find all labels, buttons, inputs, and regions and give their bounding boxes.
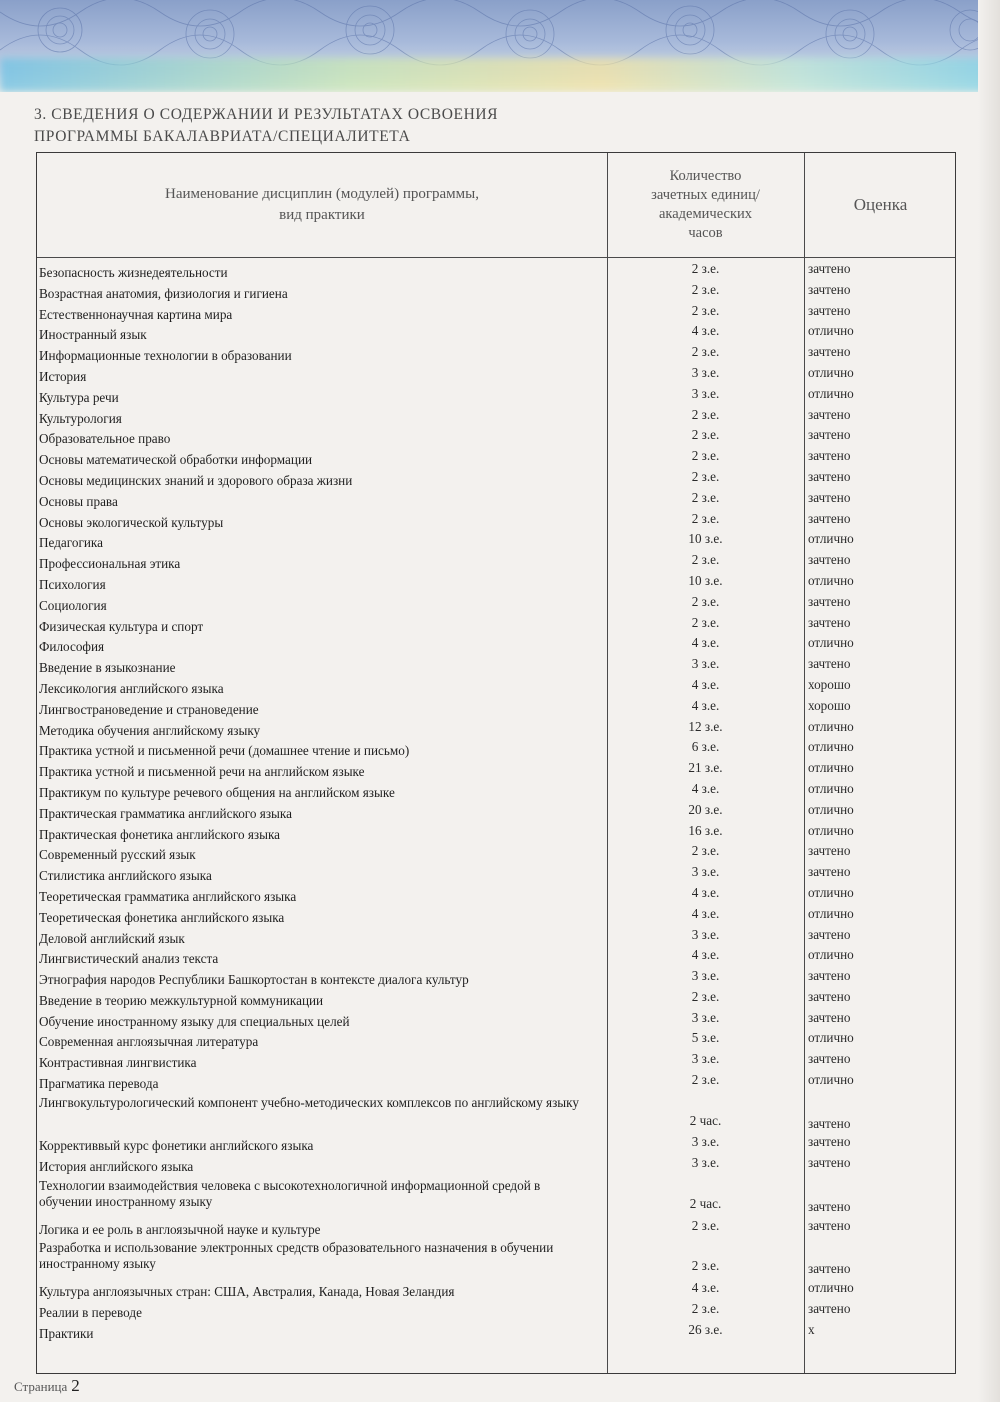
grade-value: отлично: [808, 739, 854, 755]
discipline-name: Основы экологической культуры: [39, 514, 224, 530]
table-row: [37, 365, 957, 386]
table-row: [37, 1280, 957, 1301]
grade-value: зачтено: [808, 489, 851, 505]
credits-value: 5 з.е.: [691, 1030, 720, 1046]
table-row: [37, 511, 957, 532]
discipline-name: Образовательное право: [39, 431, 171, 447]
credits-value: 2 з.е.: [691, 261, 720, 276]
discipline-name: Введение в теорию межкультурной коммуникации: [39, 992, 324, 1008]
grade-value: зачтено: [808, 1261, 851, 1277]
grade-value: отлично: [808, 531, 854, 547]
discipline-name: Педагогика: [39, 535, 103, 551]
credits-value: 6 з.е.: [691, 739, 720, 755]
grade-value: хорошо: [808, 697, 851, 713]
credits-value: 4 з.е.: [691, 697, 720, 713]
grade-value: зачтено: [808, 656, 851, 672]
discipline-name: Разработка и использование электронных средств образовательного назначения в обучении иностранному языку: [39, 1240, 554, 1271]
discipline-name: Теоретическая фонетика английского языка: [39, 909, 285, 925]
table-row: [37, 1030, 957, 1051]
credits-value: 3 з.е.: [691, 1155, 720, 1171]
header-credits-line: академических: [658, 206, 753, 222]
discipline-name: Естественнонаучная картина мира: [39, 306, 233, 322]
grade-value: отлично: [808, 947, 854, 963]
grade-value: отлично: [808, 385, 854, 401]
credits-value: 3 з.е.: [691, 1051, 720, 1067]
grade-value: зачтено: [808, 1134, 851, 1150]
grade-value: зачтено: [808, 1217, 851, 1233]
header-credits-line: часов: [688, 225, 723, 241]
page-edge-shadow: [978, 0, 1000, 1402]
results-table: [36, 152, 956, 1374]
discipline-name: Лингвокультурологический компонент учебно-методических комплексов по английскому языку: [39, 1094, 579, 1110]
credits-value: 3 з.е.: [691, 1134, 720, 1150]
discipline-name: Иностранный язык: [39, 327, 147, 343]
grade-value: зачтено: [808, 1115, 851, 1131]
grade-value: отлично: [808, 822, 854, 838]
discipline-name: Введение в языкознание: [39, 660, 176, 676]
credits-value: 2 з.е.: [691, 843, 720, 859]
discipline-name: Профессиональная этика: [39, 556, 181, 572]
grade-value: зачтено: [808, 926, 851, 942]
grade-value: зачтено: [808, 1300, 851, 1316]
grade-value: зачтено: [808, 468, 851, 484]
grade-value: зачтено: [808, 427, 851, 443]
discipline-name: Безопасность жизнедеятельности: [39, 265, 228, 280]
discipline-name: Обучение иностранному языку для специальных целей: [39, 1013, 350, 1029]
credits-value: 2 з.е.: [691, 593, 720, 609]
grade-value: зачтено: [808, 843, 851, 859]
table-row: [37, 1134, 957, 1155]
table-row: [37, 594, 957, 615]
credits-value: 2 з.е.: [691, 448, 720, 464]
grade-value: отлично: [808, 801, 854, 817]
table-row: [37, 261, 957, 282]
table-row: [37, 282, 957, 303]
discipline-name: Основы медицинских знаний и здорового образа жизни: [39, 472, 353, 488]
table-row: [37, 407, 957, 428]
credits-value: 21 з.е.: [688, 760, 723, 776]
grade-value: зачтено: [808, 281, 851, 297]
credits-value: 4 з.е.: [691, 884, 720, 900]
discipline-name: История английского языка: [39, 1159, 194, 1175]
credits-value: 2 з.е.: [691, 510, 720, 526]
credits-value: 12 з.е.: [688, 718, 723, 734]
grade-value: отлично: [808, 780, 854, 796]
table-row: [37, 656, 957, 677]
discipline-name: Этнография народов Республики Башкортостан в контексте диалога культур: [39, 972, 469, 988]
grade-value: зачтено: [808, 406, 851, 422]
header-credits: [607, 153, 804, 257]
grade-value: отлично: [808, 1072, 854, 1088]
credits-value: 4 з.е.: [691, 676, 720, 692]
table-row: [37, 968, 957, 989]
table-row: [37, 1301, 957, 1322]
credits-value: 20 з.е.: [688, 801, 723, 817]
credits-value: 2 з.е.: [691, 1217, 720, 1233]
credits-value: 2 з.е.: [691, 489, 720, 505]
table-row: [37, 386, 957, 407]
discipline-name: Социология: [39, 597, 107, 613]
header-discipline-line: вид практики: [279, 207, 365, 223]
grade-value: зачтено: [808, 968, 851, 984]
discipline-name: Возрастная анатомия, физиология и гигиена: [39, 285, 288, 301]
grade-value: отлично: [808, 364, 854, 380]
header-grade: Оценка: [853, 195, 908, 214]
table-row: [37, 1322, 957, 1343]
credits-value: 2 час.: [689, 1112, 722, 1128]
grade-value: отлично: [808, 905, 854, 921]
discipline-name: Деловой английский язык: [39, 930, 185, 946]
table-row: [37, 989, 957, 1010]
header-discipline: [37, 153, 607, 257]
credits-value: 2 з.е.: [691, 988, 720, 1004]
grade-value: зачтено: [808, 864, 851, 880]
discipline-name: Практикум по культуре речевого общения на английском языке: [39, 784, 395, 800]
table-row: [37, 864, 957, 885]
page-number: 2: [71, 1376, 80, 1395]
table-row: [37, 531, 957, 552]
grade-value: отлично: [808, 760, 854, 776]
table-body: [37, 261, 957, 1342]
grade-value: отлично: [808, 718, 854, 734]
grade-value: зачтено: [808, 448, 851, 464]
credits-value: 2 з.е.: [691, 344, 720, 360]
discipline-name: Теоретическая грамматика английского языка: [39, 888, 297, 904]
credits-value: 10 з.е.: [688, 572, 723, 588]
grade-value: отлично: [808, 1030, 854, 1046]
header-credits-line: зачетных единиц/: [651, 187, 760, 203]
discipline-name: Лексикология английского языка: [39, 680, 224, 696]
header-credits-line: Количество: [669, 168, 742, 184]
credits-value: 2 з.е.: [691, 468, 720, 484]
discipline-name: Практика устной и письменной речи (домашнее чтение и письмо): [39, 743, 410, 759]
credits-value: 4 з.е.: [691, 323, 720, 339]
section-title: 3. СВЕДЕНИЯ О СОДЕРЖАНИИ И РЕЗУЛЬТАТАХ ОСВОЕНИЯ ПРОГРАММЫ БАКАЛАВРИАТА/СПЕЦИАЛИТЕТА: [34, 106, 499, 145]
credits-value: 2 з.е.: [691, 614, 720, 630]
grade-value: отлично: [808, 884, 854, 900]
grade-value: зачтено: [808, 1009, 851, 1025]
discipline-name: Психология: [39, 576, 106, 592]
table-row: [37, 719, 957, 740]
discipline-name: Основы права: [39, 493, 118, 509]
credits-value: 4 з.е.: [691, 780, 720, 796]
grade-value: отлично: [808, 1280, 854, 1296]
table-row: [37, 677, 957, 698]
table-row: [37, 635, 957, 656]
page-footer: [14, 1376, 80, 1396]
table-row: [37, 1238, 957, 1280]
table-row: [37, 1176, 957, 1218]
discipline-name: Реалии в переводе: [39, 1304, 142, 1320]
credits-value: 3 з.е.: [691, 968, 720, 984]
grade-value: зачтено: [808, 552, 851, 568]
grade-value: зачтено: [808, 261, 851, 276]
credits-value: 2 час.: [689, 1196, 722, 1212]
credits-value: 3 з.е.: [691, 864, 720, 880]
credits-value: 16 з.е.: [688, 822, 723, 838]
credits-value: 2 з.е.: [691, 552, 720, 568]
table-row: [37, 1155, 957, 1176]
table-row: [37, 885, 957, 906]
discipline-name: Технологии взаимодействия человека с высокотехнологичной информационной средой в обучении иностранному языку: [39, 1178, 541, 1209]
table-row: [37, 843, 957, 864]
grade-value: хорошо: [808, 676, 851, 692]
table-row: [37, 490, 957, 511]
discipline-name: Современный русский язык: [39, 847, 196, 863]
table-row: [37, 698, 957, 719]
credits-value: 3 з.е.: [691, 1009, 720, 1025]
table-row: [37, 802, 957, 823]
credits-value: 4 з.е.: [691, 905, 720, 921]
discipline-name: Культура англоязычных стран: США, Австралия, Канада, Новая Зеландия: [39, 1284, 455, 1300]
table-row: [37, 1051, 957, 1072]
discipline-name: Методика обучения английскому языку: [39, 722, 261, 738]
table-row: [37, 1010, 957, 1031]
table-row: [37, 303, 957, 324]
table-row: [37, 1072, 957, 1093]
discipline-name: Культурология: [39, 410, 122, 426]
discipline-name: Практическая фонетика английского языка: [39, 826, 281, 842]
grade-value: отлично: [808, 572, 854, 588]
table-row: [37, 615, 957, 636]
header-divider: [37, 257, 955, 258]
table-row: [37, 573, 957, 594]
credits-value: 4 з.е.: [691, 947, 720, 963]
table-row: [37, 552, 957, 573]
discipline-name: Контрастивная лингвистика: [39, 1055, 197, 1071]
discipline-name: Физическая культура и спорт: [39, 618, 204, 634]
discipline-name: Логика и ее роль в англоязычной науке и культуре: [39, 1221, 321, 1237]
grade-value: зачтено: [808, 302, 851, 318]
discipline-name: Информационные технологии в образовании: [39, 348, 292, 364]
discipline-name: Практическая грамматика английского языка: [39, 805, 292, 821]
credits-value: 2 з.е.: [691, 1258, 720, 1274]
credits-value: 2 з.е.: [691, 427, 720, 443]
discipline-name: Основы математической обработки информации: [39, 452, 313, 468]
table-row: [37, 448, 957, 469]
credits-value: 2 з.е.: [691, 302, 720, 318]
credits-value: 4 з.е.: [691, 1280, 720, 1296]
grade-value: зачтено: [808, 593, 851, 609]
grade-value: зачтено: [808, 1199, 851, 1215]
credits-value: 10 з.е.: [688, 531, 723, 547]
grade-value: отлично: [808, 323, 854, 339]
grade-value: зачтено: [808, 1051, 851, 1067]
credits-value: 4 з.е.: [691, 635, 720, 651]
table-row: [37, 760, 957, 781]
discipline-name: История: [39, 368, 87, 384]
discipline-name: Практика устной и письменной речи на английском языке: [39, 764, 365, 780]
credits-value: 3 з.е.: [691, 364, 720, 380]
table-row: [37, 323, 957, 344]
grade-value: зачтено: [808, 614, 851, 630]
credits-value: 2 з.е.: [691, 1300, 720, 1316]
credits-value: 3 з.е.: [691, 656, 720, 672]
table-row: [37, 906, 957, 927]
discipline-name: Прагматика перевода: [39, 1076, 159, 1092]
table-row: [37, 739, 957, 760]
table-row: [37, 469, 957, 490]
grade-value: зачтено: [808, 344, 851, 360]
credits-value: 26 з.е.: [688, 1321, 723, 1337]
grade-value: зачтено: [808, 510, 851, 526]
credits-value: 2 з.е.: [691, 281, 720, 297]
page-label: Страница: [14, 1379, 68, 1394]
credits-value: 3 з.е.: [691, 926, 720, 942]
table-row: [37, 1218, 957, 1239]
table-row: [37, 781, 957, 802]
credits-value: 3 з.е.: [691, 385, 720, 401]
credits-value: 2 з.е.: [691, 406, 720, 422]
grade-value: отлично: [808, 635, 854, 651]
discipline-name: Лингвострановедение и страноведение: [39, 701, 259, 717]
table-row: [37, 947, 957, 968]
table-row: [37, 427, 957, 448]
color-band: [0, 58, 1000, 92]
discipline-name: Стилистика английского языка: [39, 868, 212, 884]
discipline-name: Лингвистический анализ текста: [39, 951, 219, 967]
grade-value: х: [808, 1321, 815, 1337]
table-row: [37, 344, 957, 365]
credits-value: 2 з.е.: [691, 1072, 720, 1088]
discipline-name: Практики: [39, 1325, 94, 1341]
discipline-name: Философия: [39, 639, 105, 655]
header-discipline-line: Наименование дисциплин (модулей) программы,: [165, 186, 479, 202]
table-row: [37, 823, 957, 844]
table-row: [37, 1093, 957, 1135]
discipline-name: Коррективвый курс фонетики английского языка: [39, 1138, 314, 1154]
decorative-banner: [0, 0, 1000, 92]
discipline-name: Культура речи: [39, 389, 119, 405]
grade-value: зачтено: [808, 1155, 851, 1171]
grade-value: зачтено: [808, 988, 851, 1004]
table-row: [37, 927, 957, 948]
discipline-name: Современная англоязычная литература: [39, 1034, 259, 1050]
